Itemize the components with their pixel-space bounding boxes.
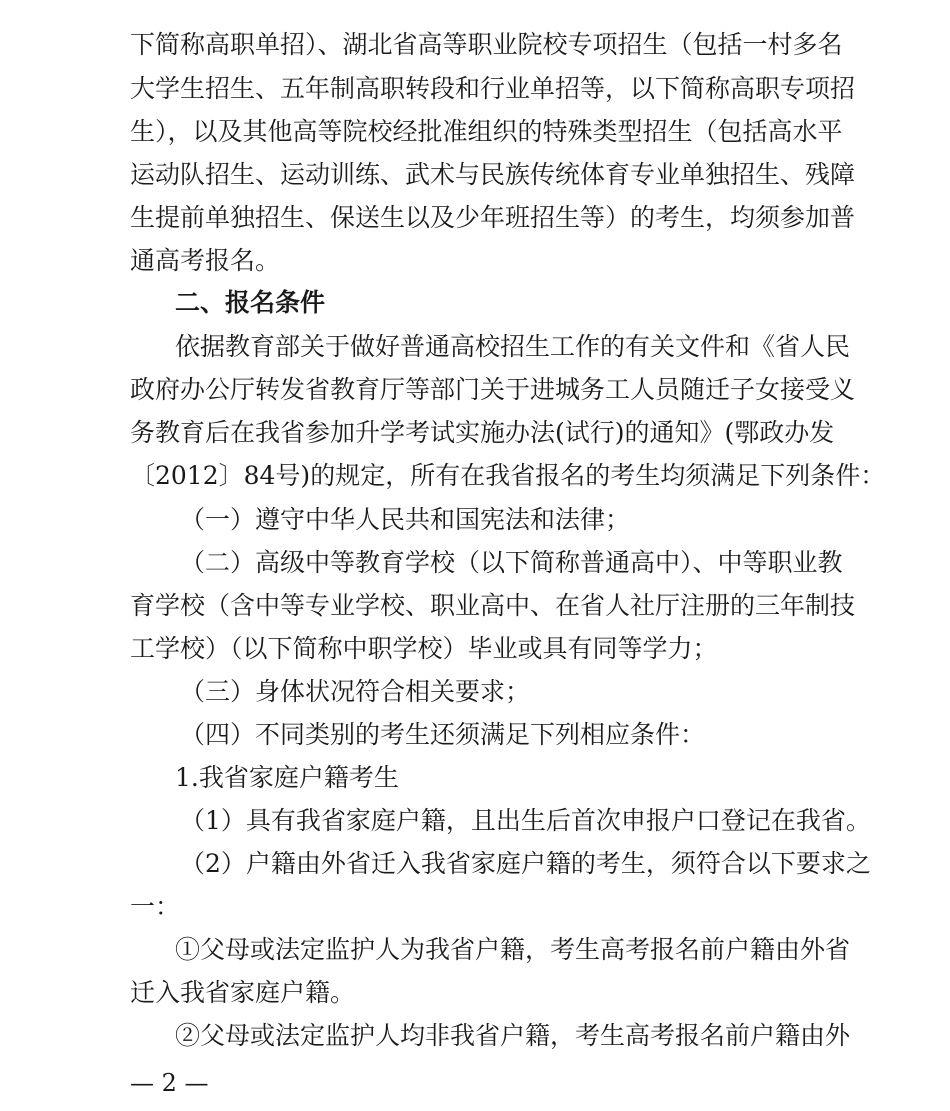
paragraph-line: 务教育后在我省参加升学考试实施办法(试行)的通知》(鄂政办发 [130,418,835,447]
list-item: （三）身体状况符合相关要求； [180,677,531,706]
list-item: （四）不同类别的考生还须满足下列相应条件： [180,720,706,749]
section-heading: 二、报名条件 [175,288,326,317]
paragraph-line: 育学校（含中等专业学校、职业高中、在省人社厅注册的三年制技 [130,591,856,620]
paragraph-line: 生），以及其他高等院校经批准组织的特殊类型招生（包括高水平 [130,117,843,146]
subsection-heading: 1.我省家庭户籍考生 [175,763,399,792]
paragraph-line: 生提前单独招生、保送生以及少年班招生等）的考生，均须参加普 [130,203,856,232]
paragraph-line: 〔2012〕84号)的规定，所有在我省报名的考生均须满足下列条件： [130,461,886,490]
list-item: （二）高级中等教育学校（以下简称普通高中）、中等职业教 [180,548,843,577]
list-item: （2）户籍由外省迁入我省家庭户籍的考生，须符合以下要求之 [180,849,871,878]
page-number: — 2 — [130,1069,209,1097]
paragraph-line: 通高考报名。 [130,246,281,275]
list-item: ①父母或法定监护人为我省户籍，考生高考报名前户籍由外省 [175,935,851,964]
paragraph-line: 依据教育部关于做好普通高校招生工作的有关文件和《省人民 [175,332,851,361]
paragraph-line: 运动队招生、运动训练、武术与民族传统体育专业单独招生、残障 [130,160,856,189]
list-item: ②父母或法定监护人均非我省户籍，考生高考报名前户籍由外 [175,1021,851,1050]
paragraph-line: 迁入我省家庭户籍。 [130,978,356,1007]
paragraph-line: 政府办公厅转发省教育厅等部门关于进城务工人员随迁子女接受义 [130,375,856,404]
paragraph-line: 大学生招生、五年制高职转段和行业单招等，以下简称高职专项招 [130,74,856,103]
paragraph-line: 工学校）（以下简称中职学校）毕业或具有同等学力； [130,634,718,663]
list-item: （1）具有我省家庭户籍，且出生后首次申报户口登记在我省。 [180,806,871,835]
list-item: （一）遵守中华人民共和国宪法和法律； [180,505,631,534]
paragraph-line: 一： [130,892,181,921]
paragraph-line: 下简称高职单招）、湖北省高等职业院校专项招生（包括一村多名 [130,30,843,59]
